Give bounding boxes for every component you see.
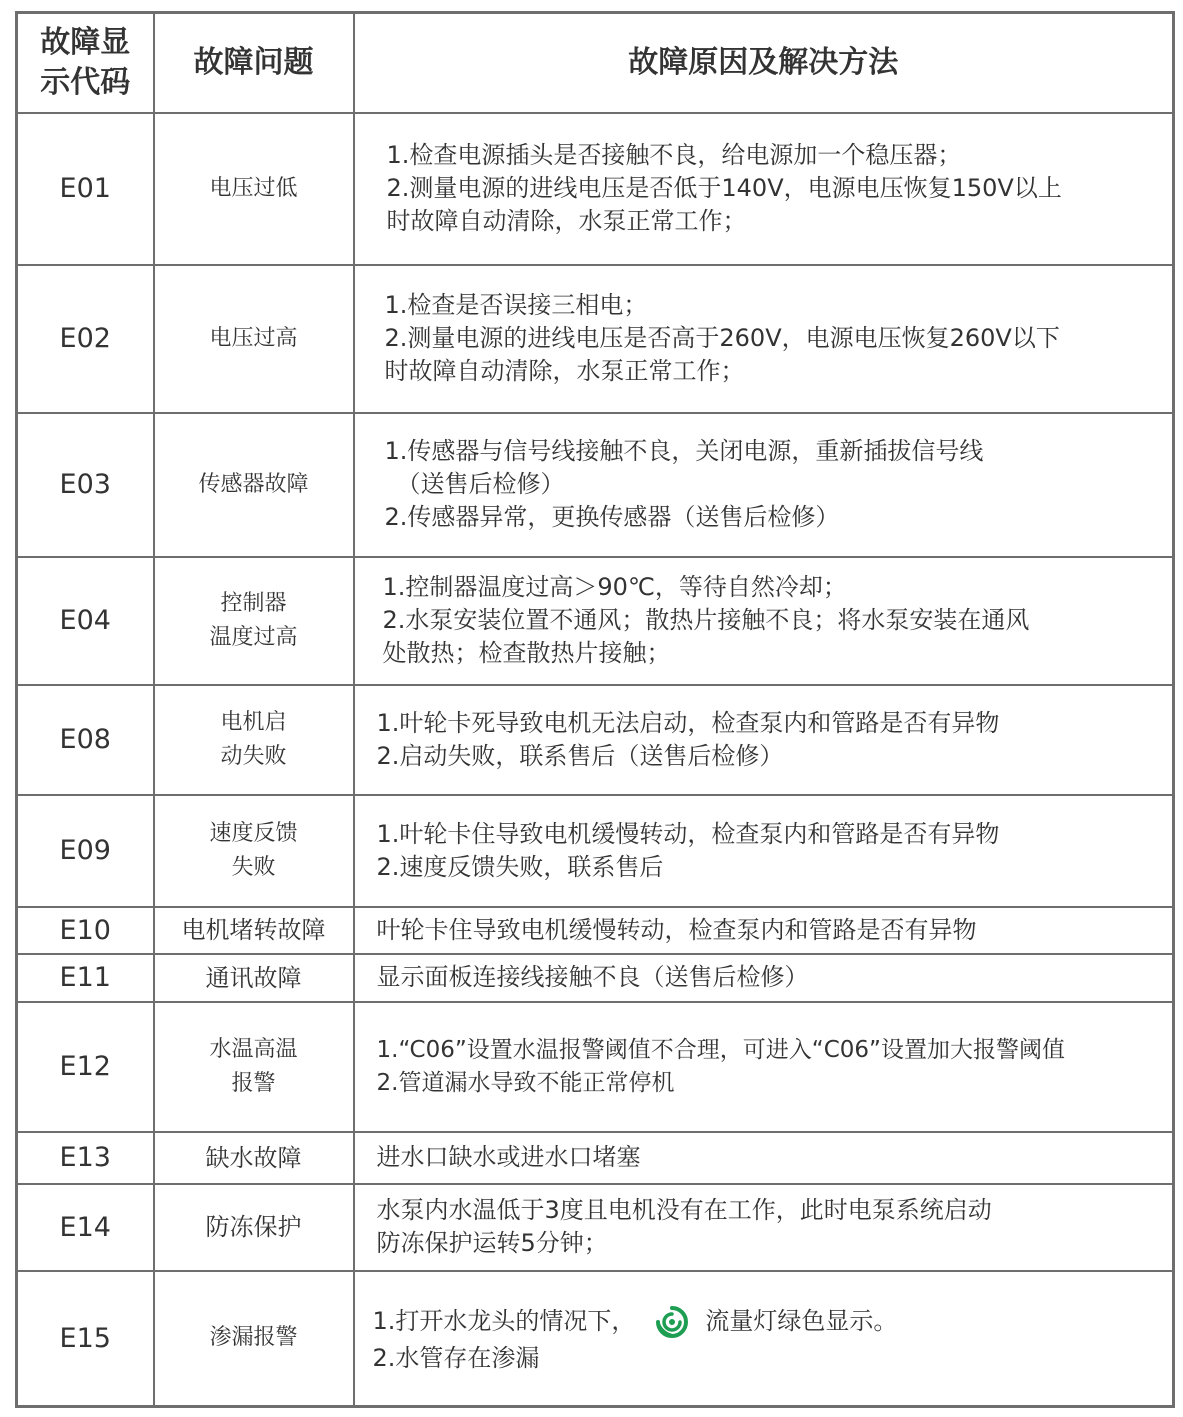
solution-line: （送售后检修）	[396, 470, 565, 498]
solution-line: 2.传感器异常，更换传感器（送售后检修）	[384, 503, 840, 531]
table-row	[17, 1132, 1174, 1184]
fault-code: E10	[17, 907, 154, 954]
fault-code: E14	[17, 1184, 154, 1271]
fault-solution	[354, 557, 1174, 685]
fault-problem	[154, 907, 354, 954]
fault-problem	[154, 795, 354, 907]
solution-line: 1.叶轮卡住导致电机缓慢转动，检查泵内和管路是否有异物	[376, 819, 1000, 848]
table-row	[17, 795, 1174, 907]
problem-line: 渗漏报警	[209, 1325, 298, 1351]
header-fault-code	[17, 13, 154, 113]
header-code-line-2: 示代码	[40, 64, 131, 100]
solution-line: 2.测量电源的进线电压是否低于140V，电源电压恢复150V以上	[386, 174, 1062, 202]
solution-line: 水泵内水温低于3度且电机没有在工作，此时电泵系统启动	[376, 1196, 992, 1224]
problem-line: 动失败	[220, 743, 287, 769]
problem-line: 电压过高	[209, 325, 298, 351]
header-fault-solution: 故障原因及解决方法	[354, 13, 1174, 113]
problem-line: 缺水故障	[205, 1143, 302, 1172]
fault-solution	[354, 113, 1174, 265]
solution-line: 1.叶轮卡死导致电机无法启动，检查泵内和管路是否有异物	[376, 708, 1000, 737]
header-fault-problem: 故障问题	[154, 13, 354, 113]
fault-code: E15	[17, 1271, 154, 1407]
fault-problem	[154, 413, 354, 557]
problem-line: 水温高温	[209, 1036, 298, 1062]
solution-line: 处散热；检查散热片接触；	[382, 639, 671, 667]
fault-code: E03	[17, 413, 154, 557]
solution-line: 叶轮卡住导致电机缓慢转动，检查泵内和管路是否有异物	[376, 915, 977, 944]
problem-line: 控制器	[220, 590, 287, 616]
fault-problem	[154, 685, 354, 795]
fault-code: E11	[17, 954, 154, 1002]
header-code-line-1: 故障显	[40, 24, 131, 60]
solution-line: 时故障自动清除，水泵正常工作；	[386, 207, 747, 235]
solution-line: 2.管道漏水导致不能正常停机	[376, 1069, 675, 1096]
solution-text-after-icon: 流量灯绿色显示。	[705, 1306, 898, 1335]
solution-line: 1.检查电源插头是否接触不良，给电源加一个稳压器；	[386, 141, 962, 169]
fault-code: E02	[17, 265, 154, 413]
fault-problem	[154, 265, 354, 413]
solution-line: 2.启动失败，联系售后（送售后检修）	[376, 741, 784, 770]
fault-solution	[354, 907, 1174, 954]
solution-line: 显示面板连接线接触不良（送售后检修）	[376, 963, 809, 991]
fault-code: E09	[17, 795, 154, 907]
fault-code: E01	[17, 113, 154, 265]
fault-problem	[154, 1184, 354, 1271]
solution-line: 1.传感器与信号线接触不良，关闭电源，重新插拔信号线	[384, 437, 984, 465]
problem-line: 温度过高	[209, 624, 298, 650]
solution-line: 2.水管存在渗漏	[372, 1343, 540, 1372]
table-header-row	[17, 13, 1174, 113]
table-row	[17, 1002, 1174, 1132]
solution-line: 2.水泵安装位置不通风；散热片接触不良；将水泵安装在通风	[382, 606, 1030, 634]
fault-solution	[354, 265, 1174, 413]
fault-solution	[354, 685, 1174, 795]
fault-problem	[154, 557, 354, 685]
solution-line: 1.“C06”设置水温报警阈值不合理，可进入“C06”设置加大报警阈值	[376, 1036, 1065, 1063]
problem-line: 失败	[231, 854, 276, 880]
fault-solution	[354, 795, 1174, 907]
table-row	[17, 557, 1174, 685]
problem-line: 传感器故障	[198, 471, 309, 497]
fault-problem	[154, 1002, 354, 1132]
solution-line: 2.测量电源的进线电压是否高于260V，电源电压恢复260V以下	[384, 324, 1060, 352]
problem-line: 防冻保护	[205, 1213, 302, 1241]
problem-line: 电机启	[220, 709, 287, 735]
solution-line: 1.检查是否误接三相电；	[384, 291, 648, 319]
problem-line: 报警	[231, 1070, 276, 1096]
fault-code: E08	[17, 685, 154, 795]
fault-solution	[354, 954, 1174, 1002]
fault-solution	[354, 1271, 1174, 1407]
fault-solution	[354, 1184, 1174, 1271]
table-row	[17, 954, 1174, 1002]
problem-line: 电机堵转故障	[181, 916, 326, 944]
problem-line: 速度反馈	[209, 820, 298, 846]
solution-text-before-icon: 1.打开水龙头的情况下，	[372, 1306, 636, 1335]
table-row	[17, 907, 1174, 954]
problem-line: 通讯故障	[205, 963, 302, 992]
green-swirl-flow-icon	[649, 1302, 695, 1342]
table-row	[17, 1184, 1174, 1271]
fault-solution	[354, 1132, 1174, 1184]
table-row	[17, 1271, 1174, 1407]
solution-line: 1.控制器温度过高＞90℃，等待自然冷却；	[382, 573, 847, 601]
fault-problem	[154, 954, 354, 1002]
table-row	[17, 413, 1174, 557]
fault-solution	[354, 413, 1174, 557]
solution-line: 进水口缺水或进水口堵塞	[376, 1143, 641, 1171]
fault-code: E04	[17, 557, 154, 685]
fault-code-table	[15, 11, 1175, 1408]
table-row	[17, 265, 1174, 413]
table-row	[17, 113, 1174, 265]
table-row	[17, 685, 1174, 795]
fault-code: E13	[17, 1132, 154, 1184]
fault-problem	[154, 1271, 354, 1407]
solution-line: 2.速度反馈失败，联系售后	[376, 852, 664, 881]
solution-line-with-icon	[373, 1302, 1165, 1342]
solution-line: 防冻保护运转5分钟；	[376, 1229, 608, 1257]
fault-code: E12	[17, 1002, 154, 1132]
fault-problem	[154, 1132, 354, 1184]
fault-solution	[354, 1002, 1174, 1132]
problem-line: 电压过低	[209, 175, 298, 201]
solution-line: 时故障自动清除，水泵正常工作；	[384, 357, 745, 385]
fault-problem	[154, 113, 354, 265]
